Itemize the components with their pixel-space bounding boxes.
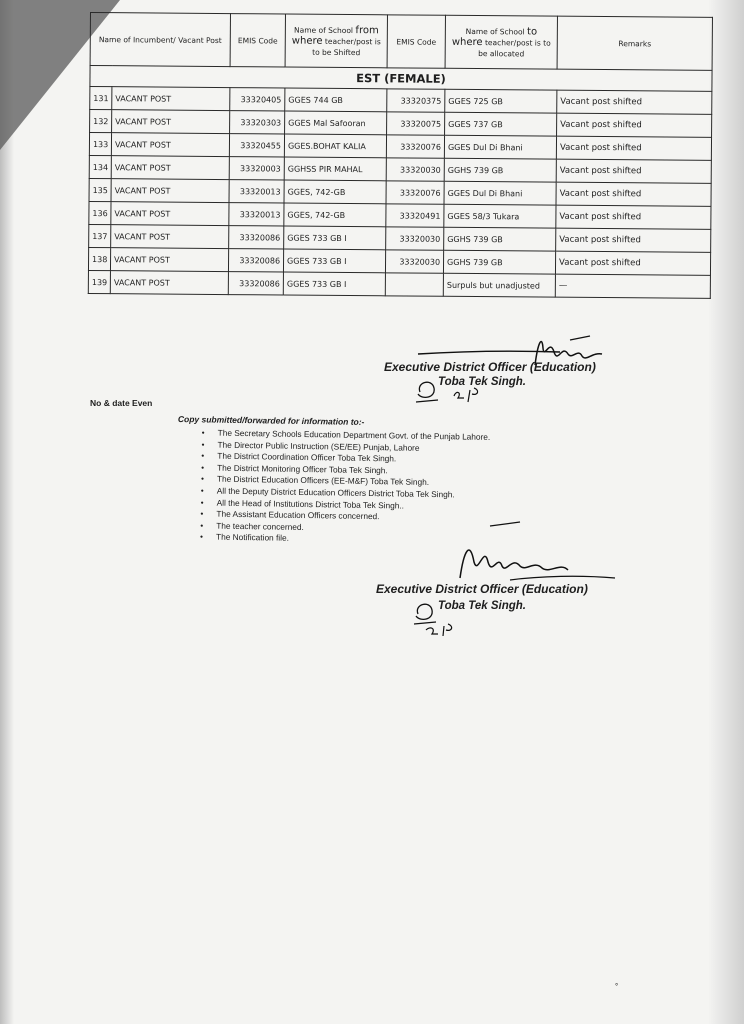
from-school-cell: GGES, 742-GB [284, 180, 386, 204]
remarks-cell: — [555, 274, 710, 298]
section-title: EST (FEMALE) [90, 66, 712, 92]
incumbent-name-cell: VACANT POST [110, 248, 228, 272]
from-school-cell: GGES.BOHAT KALIA [284, 134, 386, 158]
scan-right-edge [708, 0, 744, 1024]
from-school-cell: GGES 744 GB [285, 88, 387, 112]
emis-to-cell: 33320076 [386, 181, 444, 204]
from-school-cell: GGHSS PIR MAHAL [284, 157, 386, 181]
recipient-item: • The District Monitoring Officer Toba Tek Singh. [217, 462, 597, 480]
transfer-table [88, 12, 713, 299]
emis-from-cell: 33320013 [229, 180, 284, 203]
scan-left-edge [0, 0, 14, 1024]
from-school-cell: GGES Mal Safooran [285, 111, 387, 135]
remarks-cell: Vacant post shifted [556, 182, 711, 206]
to-school-cell: GGES Dul Di Bhani [444, 135, 556, 159]
recipient-item: • All the Deputy District Education Officers District Toba Tek Singh. [217, 486, 597, 504]
recipient-item: • The Secretary Schools Education Department Govt. of the Punjab Lahore. [218, 428, 598, 446]
from-school-cell: GGES 733 GB I [284, 226, 386, 250]
header-from-school: Name of School from where teacher/post is to be Shifted [285, 14, 387, 68]
emis-from-cell: 33320455 [229, 134, 284, 157]
row-number-cell: 131 [90, 87, 112, 110]
table-body [88, 87, 712, 299]
to-school-cell: Surpuls but unadjusted [443, 273, 555, 297]
signature-block-1 [380, 330, 630, 410]
header-remarks: Remarks [557, 16, 712, 70]
recipient-item: • The District Coordination Officer Toba Tek Singh. [217, 451, 597, 469]
recipient-item: • The Assistant Education Officers concerned. [216, 509, 596, 527]
emis-from-cell: 33320086 [228, 272, 283, 295]
incumbent-name-cell: VACANT POST [112, 87, 230, 111]
reference-line: No & date Even [90, 398, 153, 408]
remarks-cell: Vacant post shifted [556, 159, 711, 183]
emis-to-cell: 33320076 [386, 135, 444, 158]
from-school-cell: GGES 733 GB I [283, 249, 385, 273]
header-name: Name of Incumbent/ Vacant Post [90, 13, 230, 67]
incumbent-name-cell: VACANT POST [112, 110, 230, 134]
emis-to-cell: 33320375 [387, 89, 445, 112]
recipient-item: • The District Education Officers (EE-M&F) Toba Tek Singh. [217, 474, 597, 492]
to-school-cell: GGES 58/3 Tukara [444, 204, 556, 228]
remarks-cell: Vacant post shifted [556, 205, 711, 229]
to-school-cell: GGHS 739 GB [444, 158, 556, 182]
row-number-cell: 138 [88, 247, 110, 270]
incumbent-name-cell: VACANT POST [110, 271, 228, 295]
remarks-cell: Vacant post shifted [556, 136, 711, 160]
row-number-cell: 137 [89, 224, 111, 247]
row-number-cell: 136 [89, 201, 111, 224]
page-mark: ° [615, 982, 619, 991]
incumbent-name-cell: VACANT POST [111, 202, 229, 226]
emis-to-cell [385, 273, 443, 296]
emis-from-cell: 33320086 [229, 226, 284, 249]
from-school-cell: GGES, 742-GB [284, 203, 386, 227]
recipient-item: • The Notification file. [216, 532, 596, 550]
to-school-cell: GGES Dul Di Bhani [444, 181, 556, 205]
row-number-cell: 133 [89, 133, 111, 156]
signature-place: Toba Tek Singh. [438, 376, 526, 388]
remarks-cell: Vacant post shifted [555, 251, 710, 275]
remarks-cell: Vacant post shifted [557, 90, 712, 114]
emis-to-cell: 33320030 [386, 158, 444, 181]
remarks-cell: Vacant post shifted [556, 228, 711, 252]
incumbent-name-cell: VACANT POST [111, 156, 229, 180]
emis-to-cell: 33320030 [386, 227, 444, 250]
to-school-cell: GGHS 739 GB [444, 227, 556, 251]
to-school-cell: GGES 737 GB [445, 112, 557, 136]
signature-scribble-2 [450, 520, 620, 590]
emis-from-cell: 33320003 [229, 157, 284, 180]
signature-block-2 [370, 520, 630, 630]
incumbent-name-cell: VACANT POST [111, 133, 229, 157]
row-number-cell: 135 [89, 178, 111, 201]
emis-from-cell: 33320303 [230, 111, 285, 134]
recipient-item: • All the Head of Institutions District Toba Tek Singh.. [217, 497, 597, 515]
header-emis-from: EMIS Code [230, 14, 285, 67]
emis-to-cell: 33320030 [385, 250, 443, 273]
incumbent-name-cell: VACANT POST [111, 225, 229, 249]
from-school-cell: GGES 733 GB I [283, 272, 385, 296]
signature-title: Executive District Officer (Education) [384, 360, 596, 374]
signature-title-2: Executive District Officer (Education) [376, 582, 588, 596]
recipient-item: • The teacher concerned. [216, 520, 596, 538]
header-emis-to: EMIS Code [387, 15, 445, 68]
table-row [88, 270, 710, 298]
to-school-cell: GGES 725 GB [445, 89, 557, 113]
to-school-cell: GGHS 739 GB [443, 250, 555, 274]
remarks-cell: Vacant post shifted [557, 113, 712, 137]
emis-from-cell: 33320405 [230, 88, 285, 111]
row-number-cell: 139 [88, 270, 110, 293]
row-number-cell: 134 [89, 155, 111, 178]
header-row [90, 13, 712, 71]
row-number-cell: 132 [90, 110, 112, 133]
emis-to-cell: 33320075 [387, 112, 445, 135]
emis-to-cell: 33320491 [386, 204, 444, 227]
header-to-school: Name of School to where teacher/post is to be allocated [445, 15, 557, 69]
emis-from-cell: 33320013 [229, 203, 284, 226]
incumbent-name-cell: VACANT POST [111, 179, 229, 203]
emis-from-cell: 33320086 [228, 249, 283, 272]
copy-title: Copy submitted/forwarded for information to:- [177, 414, 365, 427]
recipient-item: • The Director Public Instruction (SE/EE) Punjab, Lahore [217, 439, 597, 457]
signature-place-2: Toba Tek Singh. [438, 600, 526, 612]
